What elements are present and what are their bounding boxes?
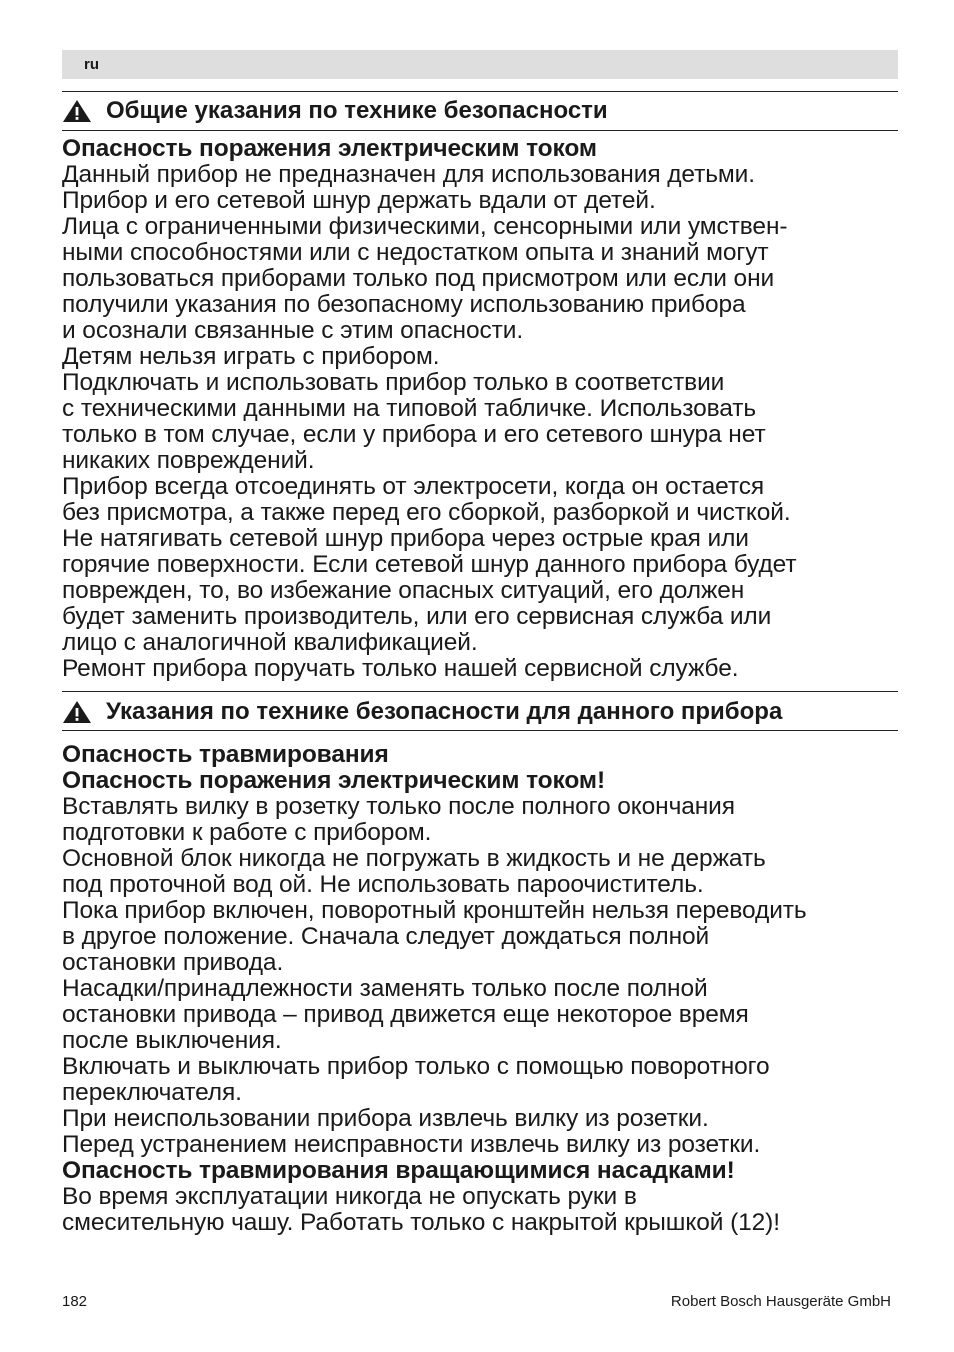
text-line: никаких повреждений. [62, 447, 315, 474]
section2-bottom-rule [62, 730, 898, 731]
text-line: Прибор всегда отсоединять от электросети, когда он остается [62, 473, 765, 500]
text-line: Насадки/принадлежности заменять только после полной [62, 975, 708, 1002]
text-line: с техническими данными на типовой табличке. Использовать [62, 395, 757, 422]
text-line: будет заменить производитель, или его сервисная служба или [62, 603, 772, 630]
text-line: Прибор и его сетевой шнур держать вдали от детей. [62, 187, 656, 214]
section1-title: Общие указания по технике безопасности [106, 97, 608, 124]
section2-heading [62, 694, 898, 730]
page-number: 182 [62, 1293, 88, 1310]
text-line: только в том случае, если у прибора и его сетевого шнура нет [62, 421, 766, 448]
text-line: Перед устранением неисправности извлечь вилку из розетки. [62, 1131, 761, 1158]
section1-body [62, 136, 902, 682]
section2-title: Указания по технике безопасности для данного прибора [106, 698, 783, 725]
text-line: При неиспользовании прибора извлечь вилку из розетки. [62, 1105, 709, 1132]
text-line: Основной блок никогда не погружать в жидкость и не держать [62, 845, 766, 872]
text-line: Во время эксплуатации никогда не опускать руки в [62, 1183, 637, 1210]
subheading-line: Опасность травмирования вращающимися насадками! [62, 1157, 735, 1184]
text-line: и осознали связанные с этим опасности. [62, 317, 524, 344]
text-line: Подключать и использовать прибор только в соответствии [62, 369, 725, 396]
section2-body [62, 742, 902, 1236]
text-line: Пока прибор включен, поворотный кронштейн нельзя переводить [62, 897, 807, 924]
text-line: пользоваться приборами только под присмотром или если они [62, 265, 775, 292]
warning-icon [62, 700, 92, 724]
subheading-line: Опасность поражения электрическим током [62, 135, 597, 162]
text-line: смесительную чашу. Работать только с накрытой крышкой (12)! [62, 1209, 780, 1236]
text-line: Детям нельзя играть с прибором. [62, 343, 440, 370]
text-line: Лица с ограниченными физическими, сенсорными или умствен- [62, 213, 788, 240]
text-line: под проточной вод ой. Не использовать пароочиститель. [62, 871, 704, 898]
text-line: без присмотра, а также перед его сборкой, разборкой и чисткой. [62, 499, 791, 526]
text-line: Включать и выключать прибор только с помощью поворотного [62, 1053, 770, 1080]
text-line: поврежден, то, во избежание опасных ситуаций, его должен [62, 577, 745, 604]
section1-heading [62, 93, 898, 129]
text-line: после выключения. [62, 1027, 282, 1054]
text-line: лицо с аналогичной квалификацией. [62, 629, 478, 656]
text-line: получили указания по безопасному использованию прибора [62, 291, 746, 318]
subheading-line: Опасность травмирования [62, 741, 389, 768]
section1-top-rule [62, 91, 898, 92]
language-bar [62, 50, 898, 79]
text-line: остановки привода – привод движется еще некоторое время [62, 1001, 749, 1028]
text-line: подготовки к работе с прибором. [62, 819, 432, 846]
section2-top-rule [62, 691, 898, 692]
text-line: остановки привода. [62, 949, 284, 976]
text-line: Ремонт прибора поручать только нашей сервисной службе. [62, 655, 739, 682]
subheading-line: Опасность поражения электрическим током! [62, 767, 606, 794]
text-line: Вставлять вилку в розетку только после полного окончания [62, 793, 735, 820]
warning-icon [62, 99, 92, 123]
language-code: ru [84, 56, 99, 73]
text-line: Не натягивать сетевой шнур прибора через острые края или [62, 525, 749, 552]
section1-bottom-rule [62, 130, 898, 131]
text-line: в другое положение. Сначала следует дождаться полной [62, 923, 710, 950]
text-line: ными способностями или с недостатком опыта и знаний могут [62, 239, 769, 266]
text-line: Данный прибор не предназначен для использования детьми. [62, 161, 755, 188]
company-name: Robert Bosch Hausgeräte GmbH [670, 1293, 891, 1310]
text-line: переключателя. [62, 1079, 242, 1106]
text-line: горячие поверхности. Если сетевой шнур данного прибора будет [62, 551, 797, 578]
